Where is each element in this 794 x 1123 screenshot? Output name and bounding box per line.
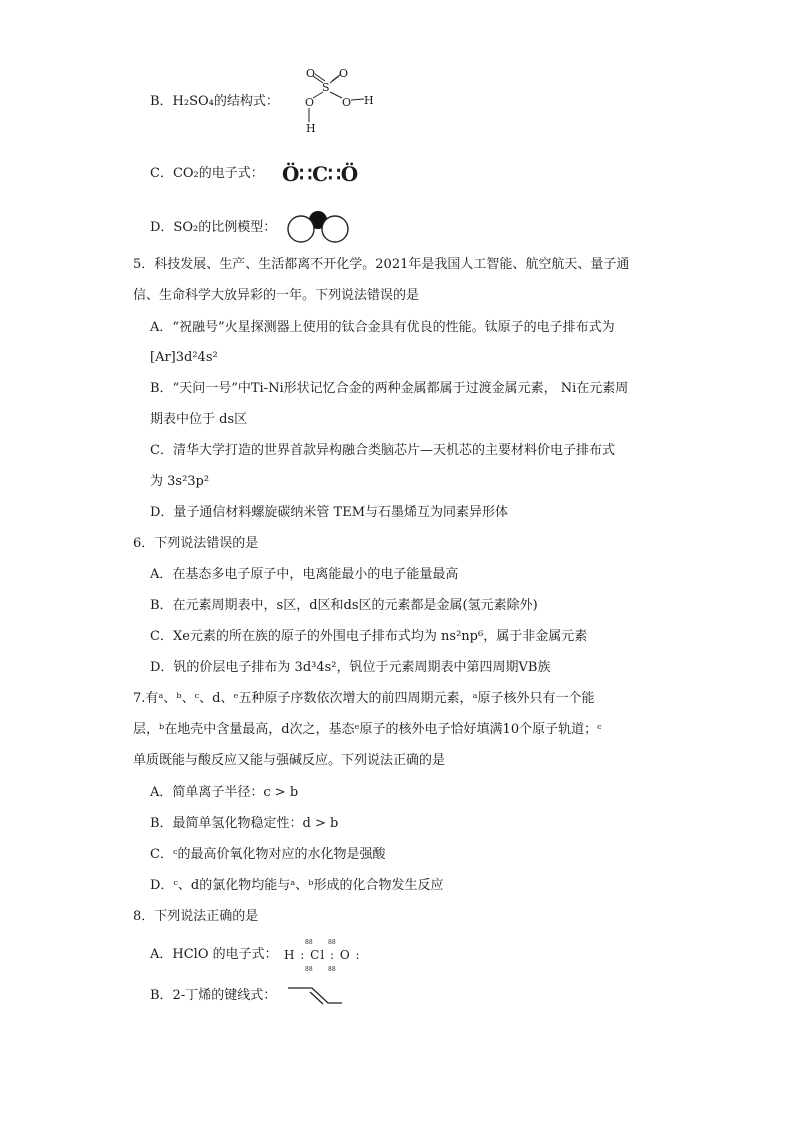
q7-stem-line-2: 层，ᵇ在地壳中含量最高，d次之，基态ᵉ原子的核外电子恰好填满10个原子轨道；ᶜ — [133, 722, 602, 737]
hclo-electron-formula: H : Cl : O : — [284, 948, 361, 962]
h2so4-atom-h2: H — [306, 122, 316, 135]
q5-stem-line-2: 信、生命科学大放异彩的一年。下列说法错误的是 — [133, 288, 420, 303]
q4-option-d: D．SO₂的比例模型： — [150, 220, 277, 235]
q6-option-a: A．在基态多电子原子中，电离能最小的电子能量最高 — [150, 567, 459, 582]
q7-stem-line-3: 单质既能与酸反应又能与强碱反应。下列说法正确的是 — [133, 753, 446, 768]
h2so4-atom-o3: O — [305, 96, 315, 109]
q7-option-a: A．简单离子半径：c > b — [150, 785, 299, 800]
svg-text:88: 88 — [328, 939, 336, 946]
q5-option-b-line-2: 期表中位于 ds区 — [150, 412, 248, 427]
hclo-lone-pair-dots-image — [300, 938, 340, 972]
svg-text:88: 88 — [328, 966, 336, 973]
q5-option-c-line-2: 为 3s²3p² — [150, 474, 210, 489]
q5-option-c-line-1: C．清华大学打造的世界首款异构融合类脑芯片—天机芯的主要材料价电子排布式 — [150, 443, 615, 458]
co2-electron-formula: Ö∷C∷Ö — [282, 162, 359, 186]
q7-option-c: C．ᶜ的最高价氧化物对应的水化物是强酸 — [150, 847, 386, 862]
q5-option-b-line-1: B．“天问一号”中Ti-Ni形状记忆合金的两种金属都属于过渡金属元素， Ni在元素周 — [150, 381, 629, 396]
q6-option-c: C．Xe元素的所在族的原子的外围电子排布式均为 ns²np⁶，属于非金属元素 — [150, 629, 588, 644]
q8-option-a: A．HClO 的电子式： — [150, 947, 278, 962]
q7-option-d: D．ᶜ、d的氯化物均能与ᵃ、ᵇ形成的化合物发生反应 — [150, 878, 444, 893]
so2-space-filling-model-image — [285, 209, 351, 243]
q5-stem-line-1: 5．科技发展、生产、生活都离不开化学。2021年是我国人工智能、航空航天、量子通 — [133, 257, 630, 272]
q4-option-b: B．H₂SO₄的结构式： — [150, 94, 279, 109]
q5-option-a-line-1: A．“祝融号”火星探测器上使用的钛合金具有优良的性能。钛原子的电子排布式为 — [150, 320, 615, 335]
h2so4-atom-o2: O — [339, 67, 349, 80]
q4-option-c: C．CO₂的电子式： — [150, 166, 264, 181]
h2so4-atom-h1: H — [364, 94, 374, 107]
q5-option-a-line-2: [Ar]3d²4s² — [150, 350, 218, 365]
q5-option-d: D．量子通信材料螺旋碳纳米管 TEM与石墨烯互为同素异形体 — [150, 505, 509, 520]
q7-option-b: B．最简单氢化物稳定性：d > b — [150, 816, 339, 831]
q8-option-b: B．2-丁烯的键线式： — [150, 988, 277, 1003]
q7-stem-line-1: 7.有ᵃ、ᵇ、ᶜ、d、ᵉ五种原子序数依次增大的前四周期元素，ᵃ原子核外只有一个能 — [133, 691, 595, 706]
h2so4-atom-o1: O — [306, 67, 316, 80]
svg-text:88: 88 — [305, 939, 313, 946]
h2so4-atom-s: S — [322, 81, 330, 94]
q6-stem: 6．下列说法错误的是 — [133, 536, 259, 551]
2-butene-skeletal-formula-image — [286, 984, 346, 1006]
q6-option-d: D．钒的价层电子排布为 3d³4s²，钒位于元素周期表中第四周期VB族 — [150, 660, 551, 675]
svg-text:88: 88 — [305, 966, 313, 973]
q6-option-b: B．在元素周期表中，s区，d区和ds区的元素都是金属(氢元素除外) — [150, 598, 538, 613]
h2so4-atom-o4: O — [342, 96, 352, 109]
q8-stem: 8．下列说法正确的是 — [133, 909, 259, 924]
h2so4-structure-image — [298, 64, 388, 139]
